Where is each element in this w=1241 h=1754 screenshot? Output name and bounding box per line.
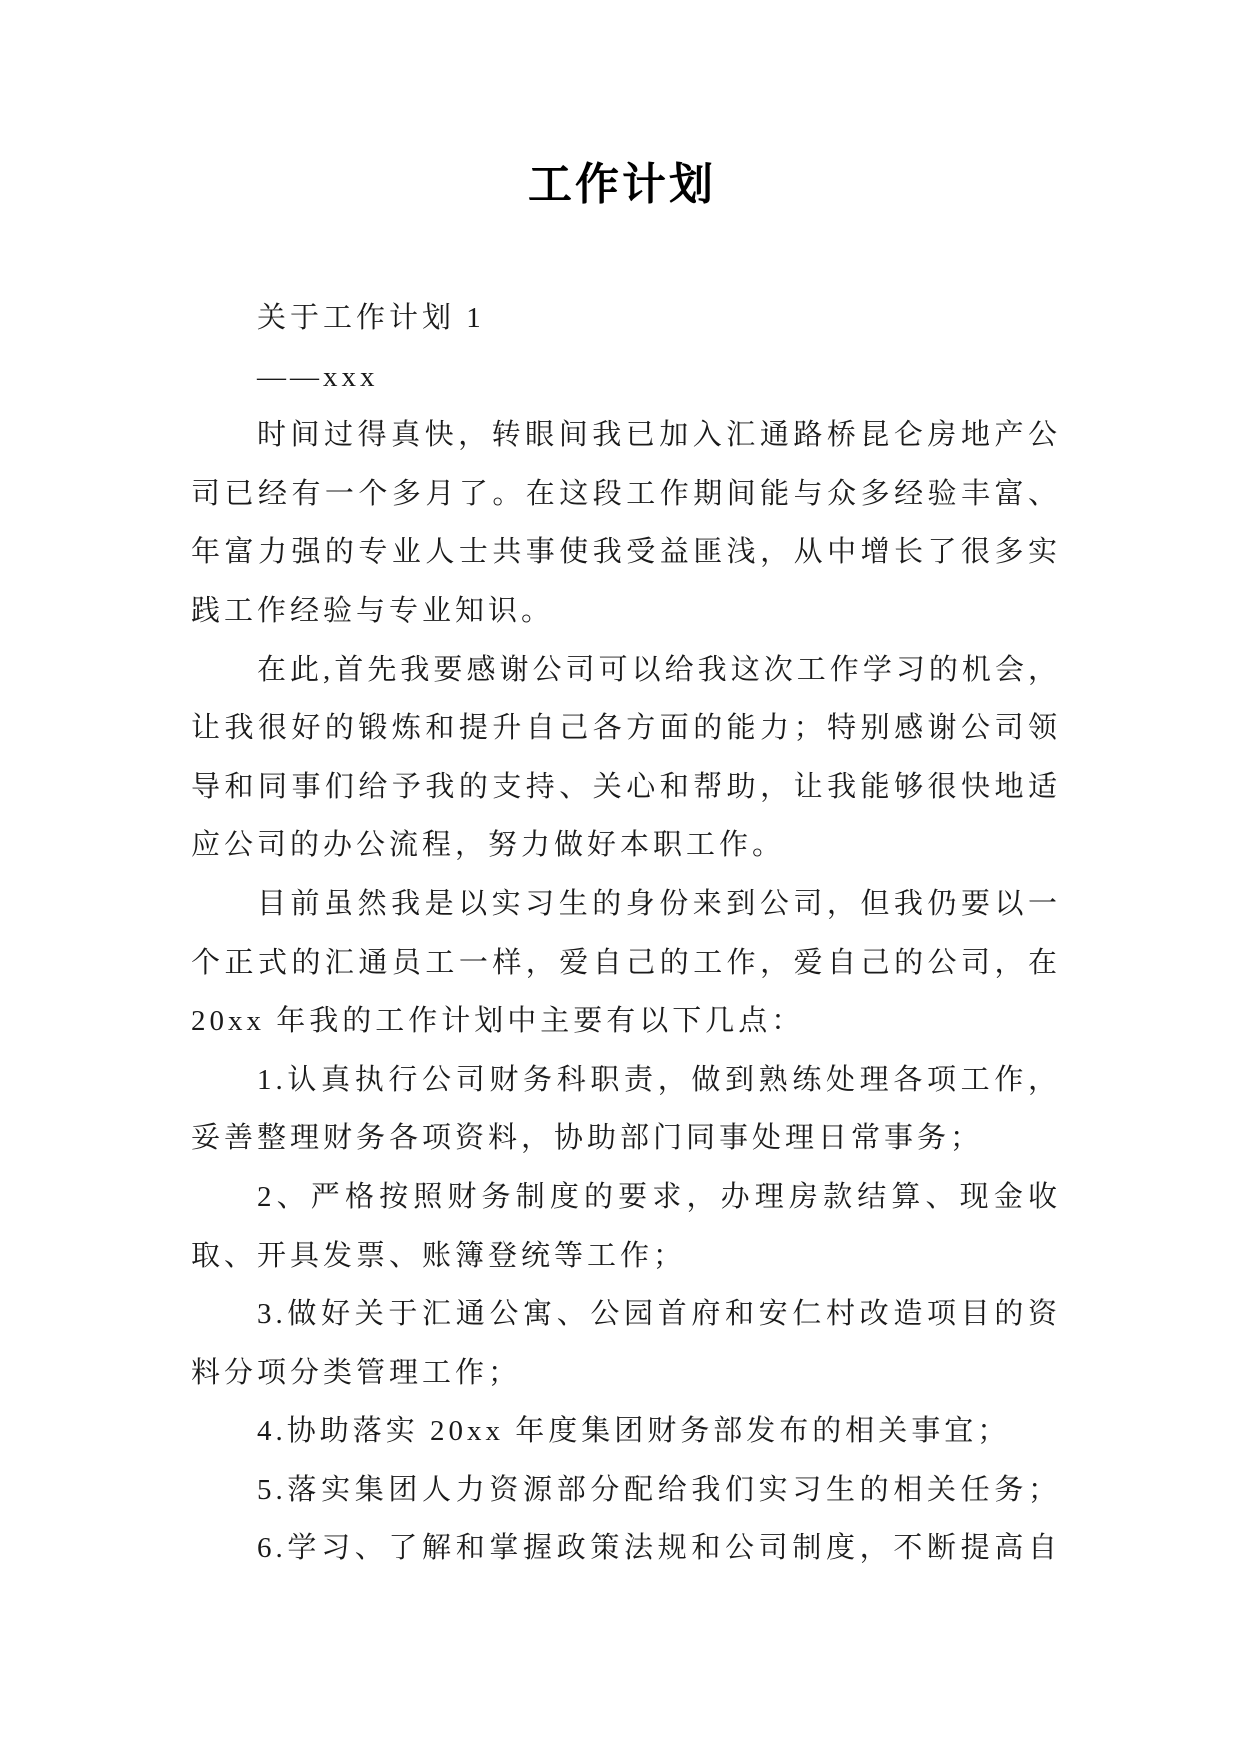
document-body (191, 289, 1061, 1578)
list-item (191, 1519, 1061, 1578)
document-title: 工作计划 (528, 160, 716, 209)
paragraph-line: 让我很好的锻炼和提升自己各方面的能力；特别感谢公司领 (191, 712, 1061, 745)
paragraph-line: 践工作经验与专业知识。 (191, 594, 555, 627)
list-item (191, 1402, 1061, 1461)
paragraph-line: 20xx 年我的工作计划中主要有以下几点： (191, 1005, 805, 1038)
paragraph-line: 司已经有一个多月了。在这段工作期间能与众多经验丰富、 (191, 477, 1061, 510)
paragraph-line: 应公司的办公流程，努力做好本职工作。 (191, 829, 786, 862)
paragraph-line: 目前虽然我是以实习生的身份来到公司，但我仍要以一 (257, 887, 1061, 920)
section-heading: 关于工作计划 1 (257, 302, 485, 334)
paragraph (191, 641, 1061, 875)
paragraph-line: 妥善整理财务各项资料，协助部门同事处理日常事务； (191, 1122, 984, 1155)
paragraph-line: 时间过得真快，转眼间我已加入汇通路桥昆仑房地产公 (257, 419, 1061, 452)
paragraph-line: 年富力强的专业人士共事使我受益匪浅，从中增长了很多实 (191, 536, 1061, 569)
paragraph-line: 6.学习、了解和掌握政策法规和公司制度，不断提高自 (257, 1532, 1061, 1565)
paragraph-line: 导和同事们给予我的支持、关心和帮助，让我能够很快地适 (191, 770, 1061, 803)
list-item (191, 1168, 1061, 1285)
paragraph-line: 取、开具发票、账簿登统等工作； (191, 1239, 687, 1272)
paragraph-line: 1.认真执行公司财务科职责，做到熟练处理各项工作， (257, 1063, 1061, 1096)
list-item (191, 1285, 1061, 1402)
paragraph-line: 4.协助落实 20xx 年度集团财务部发布的相关事宜； (257, 1415, 1011, 1448)
paragraph-line: 2、严格按照财务制度的要求，办理房款结算、现金收 (257, 1180, 1061, 1213)
paragraph (191, 875, 1061, 1051)
paragraph-line: 3.做好关于汇通公寓、公园首府和安仁村改造项目的资 (257, 1298, 1061, 1331)
paragraph-line: 在此,首先我要感谢公司可以给我这次工作学习的机会， (257, 653, 1061, 686)
author-line: ——xxx (257, 360, 379, 393)
list-item (191, 1461, 1061, 1520)
paragraph-line: 料分项分类管理工作； (191, 1356, 522, 1389)
paragraph-line: 5.落实集团人力资源部分配给我们实习生的相关任务； (257, 1473, 1061, 1506)
paragraph (191, 406, 1061, 640)
paragraph-line: 个正式的汇通员工一样，爱自己的工作，爱自己的公司，在 (191, 946, 1061, 979)
list-item (191, 1051, 1061, 1168)
